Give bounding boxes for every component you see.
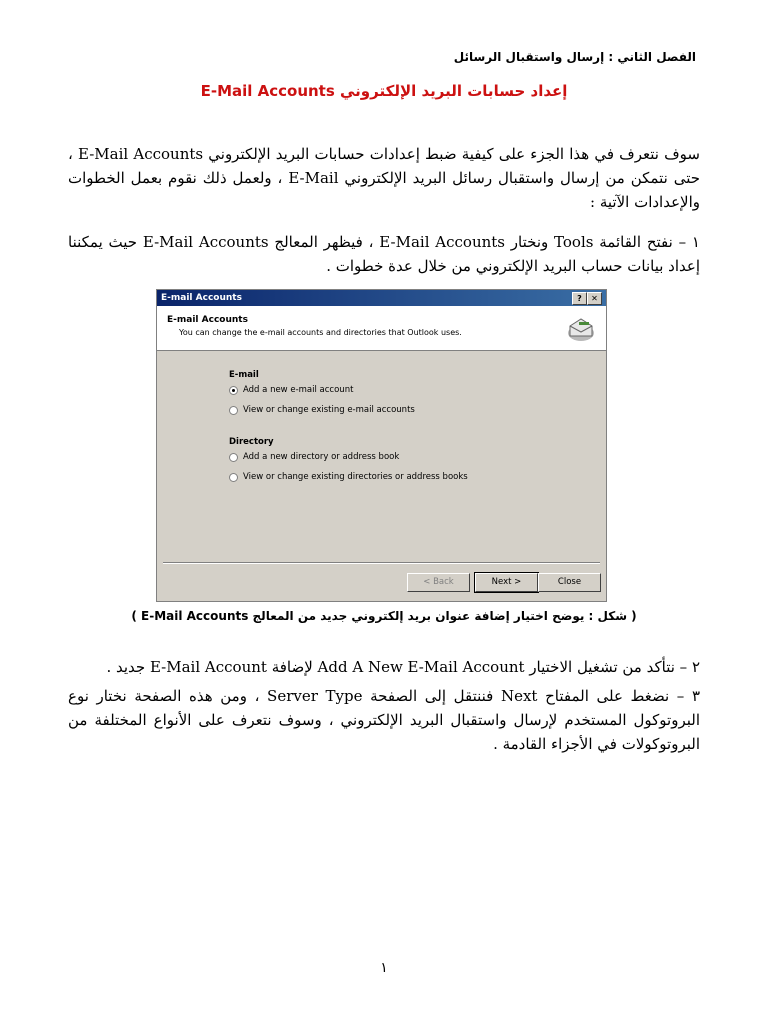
email-accounts-dialog (156, 289, 607, 602)
dialog-separator (163, 562, 600, 564)
mail-envelope-icon (566, 316, 596, 342)
dialog-titlebar (157, 290, 606, 306)
radio-checked-icon[interactable] (229, 386, 238, 395)
close-button[interactable]: Close (538, 573, 601, 592)
radio-add-directory[interactable] (229, 452, 399, 462)
dialog-header (157, 306, 606, 351)
directory-section-label: Directory (229, 437, 274, 447)
page-number: ١ (380, 960, 388, 976)
radio-unchecked-icon[interactable] (229, 473, 238, 482)
radio-add-email-account[interactable] (229, 385, 353, 395)
section-title: إعداد حسابات البريد الإلكتروني E-Mail Accounts (200, 82, 568, 100)
paragraph-intro: سوف نتعرف في هذا الجزء على كيفية ضبط إعدادات حسابات البريد الإلكتروني E-Mail Accounts ، حتى نتمكن من إرسال واستقبال رسائل البريد الإلكتروني E-Mail ، ولعمل ذلك نقوم بعمل الخطوات والإعدادات الآتية : (68, 145, 700, 211)
radio-label: Add a new directory or address book (243, 452, 400, 462)
paragraph-step-3: ٣ – نضغط على المفتاح Next فننتقل إلى الصفحة Server Type ، ومن هذه الصفحة نختار نوع البروتوكول المستخدم لإرسال واستقبال البريد الإلكتروني ، وسوف نتعرف على الأنواع المختلفة من البروتوكولات في الأجزاء القادمة . (68, 687, 700, 753)
radio-label: Add a new e-mail account (243, 385, 354, 395)
radio-view-directories[interactable] (229, 472, 468, 482)
dialog-window-title: E-mail Accounts (161, 293, 242, 303)
back-button[interactable]: < Back (407, 573, 470, 592)
email-section-label: E-mail (229, 370, 259, 380)
radio-label: View or change existing directories or address books (243, 472, 468, 482)
close-icon[interactable]: ✕ (587, 292, 602, 305)
chapter-header: الفصل الثاني : إرسال واستقبال الرسائل (453, 50, 696, 64)
radio-label: View or change existing e-mail accounts (243, 405, 415, 415)
dialog-header-title: E-mail Accounts (167, 315, 248, 325)
next-button[interactable]: Next > (475, 573, 538, 592)
paragraph-step-1: ١ – نفتح القائمة Tools ونختار E-Mail Accounts ، فيظهر المعالج E-Mail Accounts حيث يمكننا إعداد بيانات حساب البريد الإلكتروني من خلال عدة خطوات . (68, 233, 700, 275)
figure-caption: ( شكل : يوضح اختيار إضافة عنوان بريد إلكتروني جديد من المعالج E-Mail Accounts ) (131, 609, 637, 623)
paragraph-step-2: ٢ – نتأكد من تشغيل الاختيار Add A New E-Mail Account لإضافة E-Mail Account جديد . (106, 658, 700, 676)
radio-unchecked-icon[interactable] (229, 406, 238, 415)
help-button[interactable]: ? (572, 292, 587, 305)
dialog-header-subtitle: You can change the e-mail accounts and directories that Outlook uses. (179, 328, 462, 337)
radio-view-email-accounts[interactable] (229, 405, 415, 415)
radio-unchecked-icon[interactable] (229, 453, 238, 462)
